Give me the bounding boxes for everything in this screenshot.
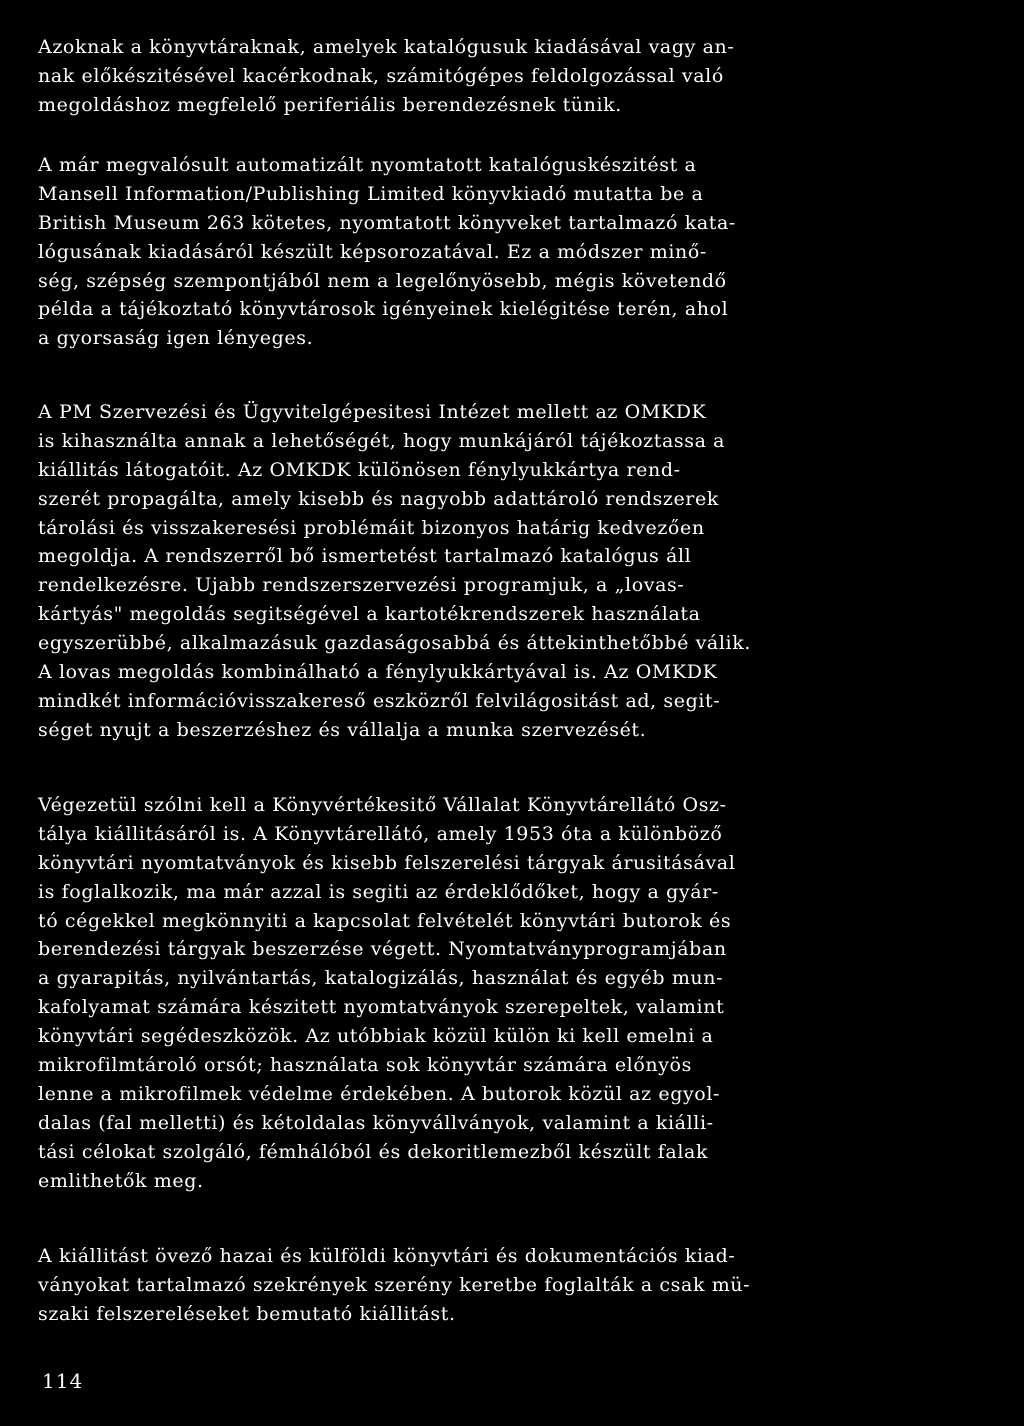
text-line: Azoknak a könyvtáraknak, amelyek katalógusuk kiadásával vagy an- bbox=[38, 36, 735, 58]
text-line: is foglalkozik, ma már azzal is segiti az érdeklődőket, hogy a gyár- bbox=[38, 880, 719, 903]
text-line: emlithetők meg. bbox=[38, 1169, 204, 1192]
text-line: kártyás" megoldás segitségével a kartotékrendszerek használata bbox=[38, 603, 701, 626]
text-line: tárolási és visszakeresési problémáit bizonyos határig kedvezően bbox=[38, 516, 705, 539]
text-line: British Museum 263 kötetes, nyomtatott könyveket tartalmazó kata- bbox=[38, 211, 736, 234]
text-line: a gyarapitás, nyilvántartás, katalogizálás, használat és egyéb mun- bbox=[38, 967, 724, 990]
text-line: is kihasználta annak a lehetőségét, hogy munkájáról tájékoztassa a bbox=[38, 429, 726, 452]
text-line: A már megvalósult automatizált nyomtatott katalóguskészitést a bbox=[38, 154, 697, 176]
paragraph-1 bbox=[38, 33, 988, 120]
text-line: ség, szépség szempontjából nem a legelőnyösebb, mégis követendő bbox=[38, 269, 727, 292]
text-line: séget nyujt a beszerzéshez és vállalja a munka szervezését. bbox=[38, 718, 647, 741]
text-line: szaki felszereléseket bemutató kiállitást. bbox=[38, 1302, 456, 1325]
paragraph-4 bbox=[38, 791, 988, 1195]
text-line: kiállitás látogatóit. Az OMKDK különösen fénylyukkártya rend- bbox=[38, 458, 681, 481]
text-line: ványokat tartalmazó szekrények szerény keretbe foglalták a csak mü- bbox=[38, 1273, 751, 1296]
text-line: szerét propagálta, amely kisebb és nagyobb adattároló rendszerek bbox=[38, 487, 719, 510]
text-line: könyvtári segédeszközök. Az utóbbiak közül külön ki kell emelni a bbox=[38, 1025, 714, 1048]
paragraph-3 bbox=[38, 398, 988, 745]
text-line: lógusának kiadásáról készült képsorozatával. Ez a módszer minő- bbox=[38, 240, 707, 263]
text-line: mindkét információvisszakereső eszközről felvilágositást ad, segit- bbox=[38, 689, 721, 712]
paragraph-5 bbox=[38, 1242, 988, 1329]
text-line: A kiállitást övező hazai és külföldi könyvtári és dokumentációs kiad- bbox=[38, 1245, 736, 1267]
text-line: berendezési tárgyak beszerzése végett. Nyomtatványprogramjában bbox=[38, 938, 727, 961]
text-line: tási célokat szolgáló, fémhálóból és dekoritlemezből készült falak bbox=[38, 1140, 709, 1163]
text-line: könyvtári nyomtatványok és kisebb felszerelési tárgyak árusitásával bbox=[38, 851, 736, 874]
text-line: kafolyamat számára készitett nyomtatványok szerepeltek, valamint bbox=[38, 996, 725, 1019]
text-line: megoldáshoz megfelelő periferiális berendezésnek tünik. bbox=[38, 93, 622, 116]
text-line: A PM Szervezési és Ügyvitelgépesitesi Intézet mellett az OMKDK bbox=[38, 401, 707, 423]
text-line: A lovas megoldás kombinálható a fénylyukkártyával is. Az OMKDK bbox=[38, 661, 718, 684]
text-line: tálya kiállitásáról is. A Könyvtárellátó, amely 1953 óta a különböző bbox=[38, 822, 723, 845]
text-line: rendelkezésre. Ujabb rendszerszervezési programjuk, a „lovas- bbox=[38, 574, 685, 597]
text-line: nak előkészitésével kacérkodnak, számitógépes feldolgozással való bbox=[38, 64, 724, 87]
text-line: példa a tájékoztató könyvtárosok igényeinek kielégitése terén, ahol bbox=[38, 298, 729, 321]
paragraph-2 bbox=[38, 151, 988, 353]
text-line: dalas (fal melletti) és kétoldalas könyvállványok, valamint a kiálli- bbox=[38, 1111, 714, 1134]
text-line: Végezetül szólni kell a Könyvértékesitő Vállalat Könyvtárellátó Osz- bbox=[38, 794, 727, 816]
text-line: lenne a mikrofilmek védelme érdekében. A butorok közül az egyol- bbox=[38, 1082, 721, 1105]
text-line: egyszerübbé, alkalmazásuk gazdaságosabbá és áttekinthetőbbé válik. bbox=[38, 632, 751, 655]
text-line: tó cégekkel megkönnyiti a kapcsolat felvételét könyvtári butorok és bbox=[38, 909, 732, 932]
text-line: megoldja. A rendszerről bő ismertetést tartalmazó katalógus áll bbox=[38, 545, 692, 568]
text-line: a gyorsaság igen lényeges. bbox=[38, 327, 314, 350]
text-line: Mansell Information/Publishing Limited könyvkiadó mutatta be a bbox=[38, 182, 704, 205]
page-number: 114 bbox=[42, 1369, 84, 1393]
text-line: mikrofilmtároló orsót; használata sok könyvtár számára előnyös bbox=[38, 1054, 692, 1077]
